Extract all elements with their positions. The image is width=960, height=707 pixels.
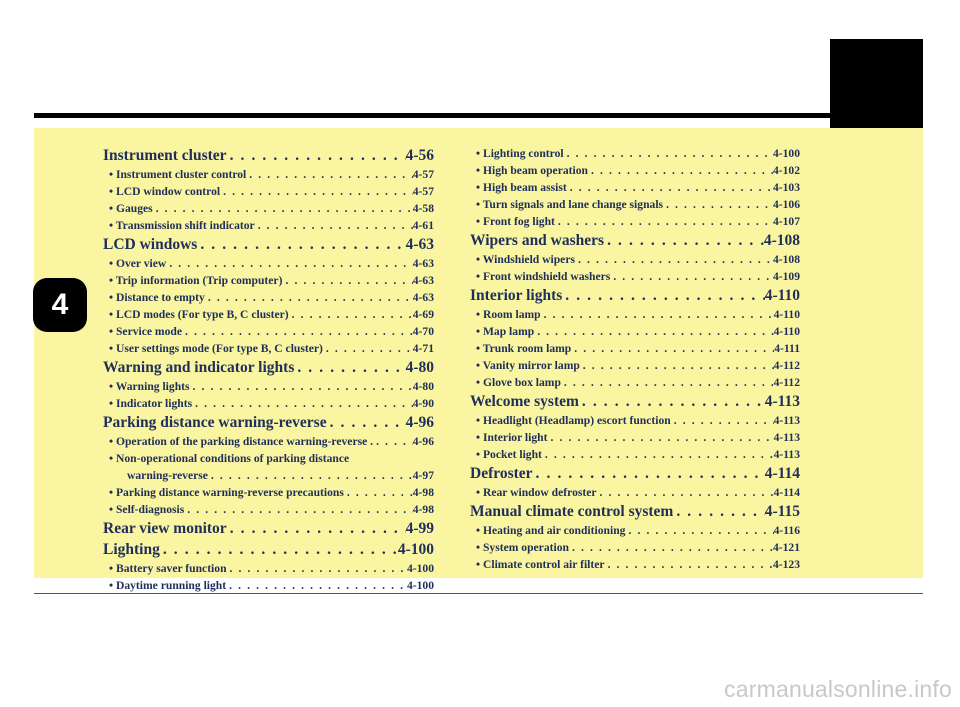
toc-leader-dots xyxy=(564,145,773,162)
toc-entry-page: 4-71 xyxy=(412,342,434,355)
toc-section[interactable] xyxy=(470,501,800,522)
toc-subentry[interactable] xyxy=(103,467,434,484)
toc-leader-dots xyxy=(569,539,773,556)
toc-entry-page: 4-70 xyxy=(412,325,434,338)
toc-subentry[interactable] xyxy=(470,179,800,196)
toc-entry-page: 4-100 xyxy=(406,579,434,592)
toc-entry-page: 4-56 xyxy=(405,147,434,164)
toc-subentry[interactable] xyxy=(103,272,434,289)
toc-section[interactable] xyxy=(103,412,434,433)
toc-entry-page: 4-102 xyxy=(772,164,800,177)
toc-subentry[interactable] xyxy=(103,501,434,518)
toc-leader-dots xyxy=(323,340,413,357)
toc-leader-dots xyxy=(541,306,774,323)
toc-entry-page: 4-98 xyxy=(412,503,434,516)
toc-section[interactable] xyxy=(103,518,434,539)
toc-subentry[interactable] xyxy=(103,306,434,323)
toc-entry-title: LCD windows xyxy=(103,236,198,253)
toc-leader-dots xyxy=(227,145,406,166)
toc-entry-title: Manual climate control system xyxy=(470,503,674,520)
toc-entry-title: • System operation xyxy=(476,539,569,556)
toc-entry-page: 4-116 xyxy=(773,524,800,537)
toc-entry-page: 4-96 xyxy=(405,414,434,431)
toc-column-left xyxy=(103,145,434,594)
toc-entry-title: • Front windshield washers xyxy=(476,268,610,285)
toc-subentry[interactable] xyxy=(103,183,434,200)
toc-entry-title: • Trunk room lamp xyxy=(476,340,571,357)
toc-section[interactable] xyxy=(103,539,434,560)
toc-entry-page: 4-113 xyxy=(773,448,800,461)
toc-subentry[interactable] xyxy=(103,323,434,340)
toc-subentry-wrapped-line[interactable]: • Non-operational conditions of parking distance xyxy=(103,450,434,467)
toc-leader-dots xyxy=(227,518,406,539)
toc-leader-dots xyxy=(208,467,413,484)
toc-leader-dots xyxy=(205,289,413,306)
toc-leader-dots xyxy=(289,306,413,323)
toc-section[interactable] xyxy=(470,285,800,306)
toc-subentry[interactable] xyxy=(470,213,800,230)
toc-subentry[interactable] xyxy=(103,200,434,217)
toc-entry-title: Welcome system xyxy=(470,393,579,410)
toc-subentry[interactable] xyxy=(470,145,800,162)
toc-leader-dots xyxy=(192,395,413,412)
toc-subentry[interactable] xyxy=(470,340,800,357)
toc-entry-title: • Operation of the parking distance warning-reverse . xyxy=(109,433,373,450)
toc-section[interactable] xyxy=(470,230,800,251)
toc-subentry[interactable] xyxy=(103,577,434,594)
toc-subentry[interactable] xyxy=(470,412,800,429)
toc-entry-page: 4-103 xyxy=(772,181,800,194)
toc-entry-page: 4-63 xyxy=(412,257,434,270)
toc-subentry[interactable] xyxy=(103,289,434,306)
toc-leader-dots xyxy=(610,268,773,285)
toc-entry-page: 4-106 xyxy=(772,198,800,211)
toc-subentry[interactable] xyxy=(470,446,800,463)
toc-subentry[interactable] xyxy=(103,255,434,272)
toc-entry-page: 4-111 xyxy=(774,342,800,355)
toc-entry-page: 4-100 xyxy=(772,147,800,160)
toc-entry-page: 4-97 xyxy=(412,469,434,482)
toc-entry-title: • Turn signals and lane change signals xyxy=(476,196,663,213)
toc-leader-dots xyxy=(671,412,774,429)
toc-entry-page: 4-107 xyxy=(772,215,800,228)
header-rule xyxy=(34,113,830,118)
toc-entry-title: • LCD window control xyxy=(109,183,220,200)
toc-entry-page: 4-100 xyxy=(406,562,434,575)
toc-entry-title: Warning and indicator lights xyxy=(103,359,295,376)
toc-entry-page: 4-108 xyxy=(763,232,800,249)
toc-entry-title: • Interior light xyxy=(476,429,547,446)
toc-entry-page: 4-113 xyxy=(773,431,800,444)
toc-entry-page: 4-57 xyxy=(412,185,434,198)
toc-leader-dots xyxy=(597,484,774,501)
toc-entry-page: 4-114 xyxy=(773,486,800,499)
toc-leader-dots xyxy=(153,200,413,217)
toc-leader-dots xyxy=(575,251,773,268)
toc-entry-page: 4-69 xyxy=(412,308,434,321)
toc-entry-title: • Parking distance warning-reverse precautions xyxy=(109,484,344,501)
toc-entry-page: 4-90 xyxy=(412,397,434,410)
toc-section[interactable] xyxy=(103,234,434,255)
toc-entry-page: 4-113 xyxy=(773,414,800,427)
toc-leader-dots xyxy=(555,213,773,230)
toc-leader-dots xyxy=(182,323,413,340)
toc-entry-page: 4-80 xyxy=(412,380,434,393)
toc-leader-dots xyxy=(373,433,413,450)
toc-entry-page: 4-63 xyxy=(412,291,434,304)
toc-subentry[interactable] xyxy=(103,395,434,412)
toc-entry-page: 4-100 xyxy=(397,541,434,558)
toc-subentry[interactable] xyxy=(470,268,800,285)
toc-column-right xyxy=(470,145,800,573)
toc-subentry[interactable] xyxy=(470,323,800,340)
toc-subentry[interactable] xyxy=(470,357,800,374)
toc-subentry[interactable] xyxy=(103,340,434,357)
toc-leader-dots xyxy=(579,391,765,412)
toc-entry-title: • Gauges xyxy=(109,200,153,217)
toc-subentry[interactable] xyxy=(103,217,434,234)
toc-entry-page: 4-113 xyxy=(764,393,800,410)
toc-entry-title: • Lighting control xyxy=(476,145,564,162)
toc-section[interactable] xyxy=(470,463,800,484)
toc-entry-title: Rear view monitor xyxy=(103,520,227,537)
toc-leader-dots xyxy=(533,463,765,484)
toc-entry-page: 4-57 xyxy=(412,168,434,181)
toc-entry-title: • Glove box lamp xyxy=(476,374,561,391)
toc-leader-dots xyxy=(571,340,774,357)
toc-entry-page: 4-112 xyxy=(773,359,800,372)
toc-entry-page: 4-115 xyxy=(764,503,800,520)
toc-leader-dots xyxy=(160,539,398,560)
toc-subentry[interactable] xyxy=(470,429,800,446)
toc-leader-dots xyxy=(580,357,774,374)
toc-subentry[interactable] xyxy=(470,162,800,179)
toc-entry-title: Lighting xyxy=(103,541,160,558)
toc-entry-title: • Indicator lights xyxy=(109,395,192,412)
toc-entry-page: 4-123 xyxy=(772,558,800,571)
toc-leader-dots xyxy=(227,560,407,577)
toc-subentry[interactable] xyxy=(103,484,434,501)
toc-entry-title: • Room lamp xyxy=(476,306,541,323)
toc-leader-dots xyxy=(197,234,405,255)
toc-entry-page: 4-80 xyxy=(405,359,434,376)
toc-subentry[interactable] xyxy=(470,539,800,556)
toc-entry-title: Parking distance warning-reverse xyxy=(103,414,327,431)
toc-leader-dots xyxy=(547,429,773,446)
toc-entry-title: Interior lights xyxy=(470,287,563,304)
toc-leader-dots xyxy=(673,501,764,522)
toc-leader-dots xyxy=(542,446,774,463)
toc-leader-dots xyxy=(588,162,773,179)
toc-entry-page: 4-58 xyxy=(412,202,434,215)
toc-entry-title: Wipers and washers xyxy=(470,232,605,249)
toc-leader-dots xyxy=(562,285,764,306)
toc-entry-title: • Pocket light xyxy=(476,446,542,463)
toc-entry-title: Defroster xyxy=(470,465,533,482)
toc-entry-title: • Climate control air filter xyxy=(476,556,605,573)
toc-entry-title: Instrument cluster xyxy=(103,147,227,164)
toc-entry-title: warning-reverse xyxy=(127,469,208,482)
toc-entry-title: • Headlight (Headlamp) escort function xyxy=(476,412,671,429)
toc-entry-title: • Windshield wipers xyxy=(476,251,575,268)
watermark: carmanualsonline.info xyxy=(724,676,952,702)
toc-entry-title: • High beam assist xyxy=(476,179,567,196)
toc-entry-page: 4-61 xyxy=(412,219,434,232)
toc-entry-title: • Daytime running light xyxy=(109,577,226,594)
toc-entry-title: • Rear window defroster xyxy=(476,484,597,501)
toc-entry-title: • LCD modes (For type B, C cluster) xyxy=(109,306,289,323)
toc-entry-page: 4-112 xyxy=(773,376,800,389)
toc-entry-page: 4-110 xyxy=(764,287,800,304)
toc-entry-title: • Front fog light xyxy=(476,213,555,230)
toc-entry-page: 4-99 xyxy=(405,520,434,537)
toc-entry-title: • Service mode xyxy=(109,323,182,340)
toc-leader-dots xyxy=(220,183,413,200)
toc-leader-dots xyxy=(534,323,773,340)
toc-entry-title: • Self-diagnosis xyxy=(109,501,184,518)
toc-leader-dots xyxy=(294,357,405,378)
toc-section[interactable] xyxy=(470,391,800,412)
toc-leader-dots xyxy=(327,412,406,433)
toc-entry-page: 4-98 xyxy=(412,486,434,499)
toc-leader-dots xyxy=(561,374,774,391)
toc-subentry[interactable] xyxy=(470,374,800,391)
toc-entry-page: 4-108 xyxy=(772,253,800,266)
toc-subentry[interactable] xyxy=(103,433,434,450)
toc-leader-dots xyxy=(166,255,412,272)
toc-section[interactable] xyxy=(103,357,434,378)
toc-subentry[interactable] xyxy=(470,522,800,539)
toc-entry-title: • Map lamp xyxy=(476,323,534,340)
toc-subentry[interactable] xyxy=(470,251,800,268)
toc-leader-dots xyxy=(567,179,773,196)
chapter-tab-block xyxy=(830,39,923,131)
toc-entry-title: • High beam operation xyxy=(476,162,588,179)
toc-entry-title: • Transmission shift indicator xyxy=(109,217,255,234)
toc-entry-title: • Heating and air conditioning xyxy=(476,522,625,539)
toc-entry-title: • Distance to empty xyxy=(109,289,205,306)
toc-leader-dots xyxy=(226,577,407,594)
toc-entry-page: 4-63 xyxy=(405,236,434,253)
toc-entry-title: • Instrument cluster control xyxy=(109,166,246,183)
toc-leader-dots xyxy=(190,378,413,395)
toc-subentry[interactable] xyxy=(103,560,434,577)
toc-entry-page: 4-114 xyxy=(764,465,800,482)
toc-subentry[interactable] xyxy=(103,166,434,183)
toc-leader-dots xyxy=(625,522,773,539)
toc-entry-title: • Battery saver function xyxy=(109,560,227,577)
toc-subentry[interactable] xyxy=(470,306,800,323)
toc-subentry[interactable] xyxy=(470,556,800,573)
toc-leader-dots xyxy=(604,230,764,251)
toc-leader-dots xyxy=(605,556,773,573)
chapter-badge: 4 xyxy=(33,278,87,332)
toc-entry-title: • Over view xyxy=(109,255,166,272)
toc-leader-dots xyxy=(663,196,773,213)
toc-subentry[interactable] xyxy=(470,196,800,213)
toc-leader-dots xyxy=(344,484,413,501)
toc-leader-dots xyxy=(184,501,412,518)
toc-entry-page: 4-96 xyxy=(412,435,434,448)
toc-entry-title: • Vanity mirror lamp xyxy=(476,357,580,374)
toc-entry-page: 4-110 xyxy=(773,308,800,321)
toc-leader-dots xyxy=(246,166,412,183)
toc-leader-dots xyxy=(282,272,412,289)
toc-entry-title: • User settings mode (For type B, C cluster) xyxy=(109,340,323,357)
toc-entry-page: 4-121 xyxy=(772,541,800,554)
toc-entry-page: 4-63 xyxy=(412,274,434,287)
toc-subentry[interactable] xyxy=(103,378,434,395)
toc-subentry[interactable] xyxy=(470,484,800,501)
toc-entry-page: 4-110 xyxy=(773,325,800,338)
toc-leader-dots xyxy=(255,217,413,234)
toc-entry-title: • Trip information (Trip computer) xyxy=(109,272,282,289)
toc-entry-title: • Warning lights xyxy=(109,378,190,395)
toc-section[interactable] xyxy=(103,145,434,166)
toc-entry-page: 4-109 xyxy=(772,270,800,283)
